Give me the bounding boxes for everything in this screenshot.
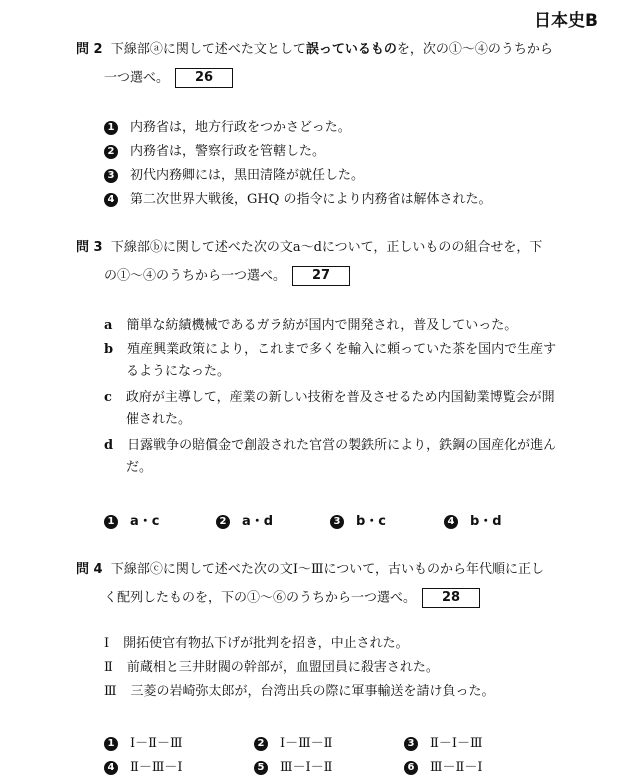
q3-choice-3[interactable] — [330, 514, 386, 530]
statement-letter: a — [104, 318, 113, 333]
q3-choice-text: b・d — [470, 514, 502, 529]
choice-number-2-icon: 2 — [254, 737, 268, 751]
q3-choice-4[interactable] — [444, 514, 502, 530]
q3-choice-1[interactable] — [104, 514, 159, 530]
q4-choice-text: Ⅱ－Ⅲ－Ⅰ — [130, 760, 183, 775]
q3-statement-b-cont: るようになった。 — [126, 364, 231, 379]
choice-number-1-icon: 1 — [104, 737, 118, 751]
q4-answer-box[interactable]: 28 — [422, 588, 480, 608]
q2-option-text: 内務省は，警察行政を管轄した。 — [130, 144, 326, 159]
statement-text: 三菱の岩崎弥太郎が，台湾出兵の際に軍事輸送を請け負った。 — [130, 684, 495, 699]
q4-statement-2 — [104, 660, 439, 676]
q2-option-1 — [104, 120, 351, 136]
q2-option-text: 第二次世界大戦後，GHQ の指令により内務省は解体された。 — [130, 192, 492, 207]
q3-statement-d-cont: だ。 — [126, 460, 153, 475]
q2-prompt-line1 — [76, 42, 553, 58]
q3-text-line1: 下線部ⓑに関して述べた次の文a～dについて，正しいものの組合せを，下 — [110, 240, 543, 255]
choice-number-4-icon: 4 — [444, 515, 458, 529]
statement-text: 前蔵相と三井財閥の幹部が，血盟団員に殺害された。 — [126, 660, 439, 675]
q4-choice-text: Ⅰ－Ⅲ－Ⅱ — [280, 736, 333, 751]
choice-number-6-icon: 6 — [404, 761, 418, 775]
choice-number-4-icon: 4 — [104, 193, 118, 207]
q3-prompt-line1 — [76, 240, 542, 256]
q2-option-3 — [104, 168, 364, 184]
q4-prompt-line2 — [104, 588, 480, 608]
q4-choice-4[interactable] — [104, 760, 183, 776]
q2-text-line2: 一つ選べ。 — [104, 70, 170, 86]
q2-text-a: 下線部ⓐに関して述べた文として — [110, 42, 306, 57]
q2-option-2 — [104, 144, 325, 160]
q4-statement-1 — [104, 636, 409, 652]
statement-roman: Ⅰ — [104, 636, 110, 651]
statement-text: 簡単な紡績機械であるガラ紡が国内で開発され，普及していった。 — [126, 318, 518, 333]
q4-choice-3[interactable] — [404, 736, 483, 752]
q3-statement-c-cont: 催された。 — [126, 412, 192, 427]
q3-choice-2[interactable] — [216, 514, 273, 530]
q2-prompt-line2 — [104, 68, 233, 88]
statement-letter: d — [104, 438, 114, 453]
choice-number-1-icon: 1 — [104, 121, 118, 135]
statement-roman: Ⅱ — [104, 660, 113, 675]
choice-number-3-icon: 3 — [330, 515, 344, 529]
q2-label: 問 2 — [76, 42, 103, 57]
q4-statement-3 — [104, 684, 495, 700]
choice-number-4-icon: 4 — [104, 761, 118, 775]
choice-number-3-icon: 3 — [104, 169, 118, 183]
q3-text-line2: の①～④のうちから一つ選べ。 — [104, 268, 287, 284]
q3-statement-a — [104, 318, 517, 334]
q2-answer-box[interactable]: 26 — [175, 68, 233, 88]
q4-label: 問 4 — [76, 562, 103, 577]
q3-answer-box[interactable]: 27 — [292, 266, 350, 286]
statement-letter: c — [104, 390, 112, 405]
q3-statement-d — [104, 438, 556, 454]
q4-choice-1[interactable] — [104, 736, 183, 752]
subject-title: 日本史B — [534, 11, 598, 31]
q4-choice-text: Ⅰ－Ⅱ－Ⅲ — [130, 736, 183, 751]
statement-letter: b — [104, 342, 114, 357]
statement-text: 政府が主導して，産業の新しい技術を普及させるため内国勧業博覧会が開 — [125, 390, 555, 405]
q2-option-text: 初代内務卿には，黒田清隆が就任した。 — [130, 168, 365, 183]
statement-roman: Ⅲ — [104, 684, 117, 699]
q3-statement-b — [104, 342, 556, 358]
q4-choice-2[interactable] — [254, 736, 333, 752]
q2-option-text: 内務省は，地方行政をつかさどった。 — [130, 120, 351, 135]
q3-choice-text: a・d — [242, 514, 274, 529]
q4-choice-text: Ⅱ－Ⅰ－Ⅲ — [430, 736, 483, 751]
q3-prompt-line2 — [104, 266, 350, 286]
choice-number-5-icon: 5 — [254, 761, 268, 775]
q3-choice-text: a・c — [130, 514, 160, 529]
q4-prompt-line1 — [76, 562, 544, 578]
q3-statement-c — [104, 390, 555, 406]
choice-number-2-icon: 2 — [104, 145, 118, 159]
q3-label: 問 3 — [76, 240, 103, 255]
q3-choice-text: b・c — [356, 514, 387, 529]
statement-text: 殖産興業政策により，これまで多くを輸入に頼っていた茶を国内で生産す — [127, 342, 557, 357]
q4-choice-text: Ⅲ－Ⅰ－Ⅱ — [280, 760, 333, 775]
statement-text: 開拓使官有物払下げが批判を招き，中止された。 — [123, 636, 409, 651]
q4-text-line2: く配列したものを，下の①～⑥のうちから一つ選べ。 — [104, 590, 417, 606]
q2-option-4 — [104, 192, 492, 208]
q2-text-bold: 誤っているもの — [305, 42, 397, 57]
statement-text: 日露戦争の賠償金で創設された官営の製鉄所により，鉄鋼の国産化が進ん — [127, 438, 557, 453]
q4-choice-5[interactable] — [254, 760, 333, 776]
choice-number-3-icon: 3 — [404, 737, 418, 751]
q2-text-b: を，次の①～④のうちから — [396, 42, 553, 57]
q4-choice-text: Ⅲ－Ⅱ－Ⅰ — [430, 760, 483, 775]
q4-choice-6[interactable] — [404, 760, 483, 776]
q4-text-line1: 下線部ⓒに関して述べた次の文Ⅰ～Ⅲについて，古いものから年代順に正し — [110, 562, 544, 577]
choice-number-1-icon: 1 — [104, 515, 118, 529]
choice-number-2-icon: 2 — [216, 515, 230, 529]
